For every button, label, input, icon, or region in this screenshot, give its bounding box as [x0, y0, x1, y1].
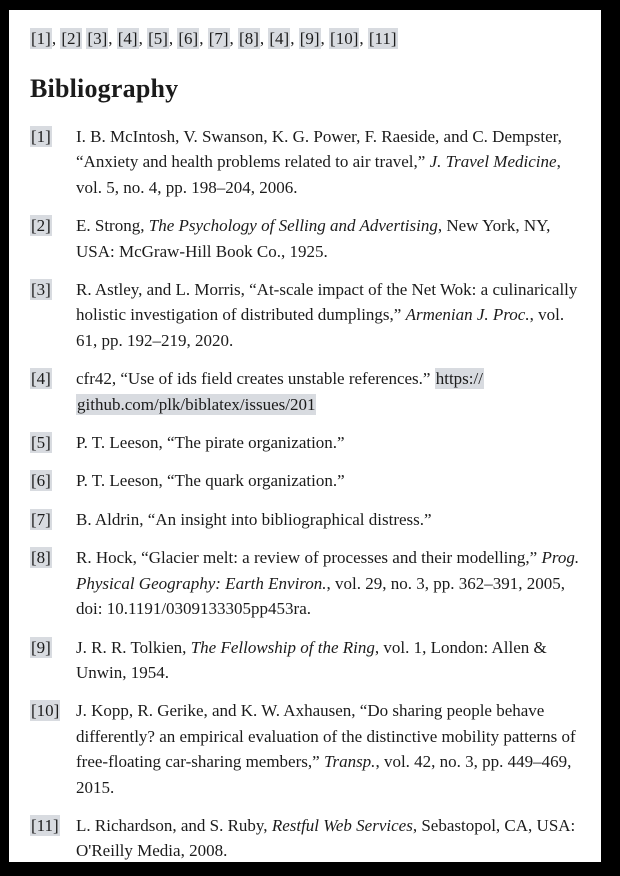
entry-text — [76, 698, 586, 800]
entry-label-cell — [30, 468, 76, 493]
citation-ref-link[interactable]: [7] — [208, 29, 229, 48]
bibliography-heading: Bibliography — [30, 74, 179, 103]
citation-ref-link[interactable]: [4] — [269, 29, 290, 48]
entry-number-link[interactable]: [3] — [31, 280, 51, 300]
entry-text-segment: B. Aldrin, “An insight into bibliographical distress.” — [76, 509, 432, 529]
entry-text-segment: cfr42, “Use of ids field creates unstable references.” — [76, 369, 435, 389]
entry-label-cell — [30, 813, 76, 838]
external-url-link[interactable]: https:// — [435, 369, 483, 389]
entry-text-segment: R. Astley, and L. Morris, “At-scale impact of the Net Wok: a culinarically holistic investigation of distributed dumplings,” — [76, 280, 578, 325]
entry-text-segment: P. T. Leeson, “The quark organization.” — [76, 471, 345, 491]
entry-text — [76, 366, 586, 417]
bibliography-entry — [30, 468, 586, 493]
document-page — [9, 10, 601, 862]
italic-work-title: J. Travel Medicine — [429, 152, 557, 172]
entry-text — [76, 813, 586, 864]
bibliography-list — [30, 124, 586, 864]
entry-number-link[interactable]: [7] — [31, 509, 51, 529]
bibliography-entry — [30, 635, 586, 686]
entry-text — [76, 277, 586, 353]
italic-work-title: Armenian J. Proc. — [405, 305, 530, 325]
entry-number-link[interactable]: [4] — [31, 369, 51, 389]
entry-number-link[interactable]: [9] — [31, 637, 51, 657]
bibliography-entry — [30, 213, 586, 264]
entry-text-segment: E. Strong, — [76, 216, 149, 236]
bibliography-entry — [30, 430, 586, 455]
entry-label-cell — [30, 545, 76, 570]
entry-text-segment: , vol. 61, pp. 192–219, 2020. — [76, 305, 565, 350]
entry-text — [76, 468, 586, 493]
citation-ref-link[interactable]: [9] — [299, 29, 320, 48]
entry-text-segment: J. R. R. Tolkien, — [76, 637, 191, 657]
entry-number-link[interactable]: [2] — [31, 216, 51, 236]
entry-label-cell — [30, 277, 76, 302]
entry-text — [76, 124, 586, 200]
entry-label-cell — [30, 698, 76, 723]
citation-ref-link[interactable]: [8] — [239, 29, 259, 48]
entry-text-segment: J. Kopp, R. Gerike, and K. W. Axhausen, “Do sharing people behave differently? an empirical evaluation of the distinctive mobility patterns of free-floating car-sharing members,” — [76, 701, 576, 772]
entry-label-cell — [30, 366, 76, 391]
entry-number-link[interactable]: [10] — [31, 701, 60, 721]
entry-number-link[interactable]: [1] — [31, 127, 51, 146]
entry-text-segment: R. Hock, “Glacier melt: a review of processes and their modelling,” — [76, 548, 542, 568]
bibliography-entry — [30, 366, 586, 417]
citation-ref-link[interactable]: [2] — [61, 29, 82, 48]
bibliography-entry — [30, 277, 586, 353]
entry-label-cell — [30, 635, 76, 660]
entry-text-segment: , vol. 42, no. 3, pp. 449–469, 2015. — [76, 752, 572, 797]
bibliography-entry — [30, 124, 586, 200]
entry-text-segment: , Sebastopol, CA, USA: O'Reilly Media, 2008. — [76, 815, 576, 861]
entry-number-link[interactable]: [5] — [31, 433, 51, 453]
bibliography-entry — [30, 545, 586, 621]
external-url-link[interactable]: github.com/plk/biblatex/issues/201 — [77, 394, 316, 414]
entry-text-segment: , New York, NY, USA: McGraw-Hill Book Co., 1925. — [76, 216, 551, 261]
entry-label-cell — [30, 124, 76, 149]
italic-work-title: Transp. — [323, 752, 376, 772]
entry-text-segment: I. B. McIntosh, V. Swanson, K. G. Power, F. Raeside, and C. Dempster, “Anxiety and health problems related to air travel,” — [76, 127, 562, 172]
entry-text-segment: , vol. 1, London: Allen & Unwin, 1954. — [76, 637, 547, 682]
entry-text-segment: , vol. 5, no. 4, pp. 198–204, 2006. — [76, 152, 561, 197]
entry-text — [76, 507, 586, 532]
citation-line: [1], [2] [3], [4], [5], [6], [7], [8], [4], [9], [10], [11] — [31, 29, 397, 48]
entry-text-segment: L. Richardson, and S. Ruby, — [76, 815, 272, 835]
entry-label-cell — [30, 213, 76, 238]
entry-text — [76, 545, 586, 621]
citation-ref-link[interactable]: [6] — [178, 29, 199, 48]
entry-number-link[interactable]: [11] — [31, 815, 59, 835]
italic-work-title: Prog. Physical Geography: Earth Environ. — [76, 548, 580, 593]
citation-ref-link[interactable]: [3] — [87, 29, 108, 48]
bibliography-entry — [30, 507, 586, 532]
entry-text — [76, 635, 586, 686]
citation-ref-link[interactable]: [1] — [31, 29, 51, 48]
italic-work-title: The Fellowship of the Ring — [190, 637, 375, 657]
entry-text-segment: P. T. Leeson, “The pirate organization.” — [76, 433, 345, 453]
entry-number-link[interactable]: [6] — [31, 471, 51, 491]
entry-text — [76, 213, 586, 264]
citation-ref-link[interactable]: [11] — [368, 29, 397, 48]
bibliography-entry — [30, 698, 586, 800]
entry-text — [76, 430, 586, 455]
entry-text-segment: , vol. 29, no. 3, pp. 362–391, 2005, doi: 10.1191/0309133305pp453ra. — [76, 573, 566, 619]
entry-label-cell — [30, 507, 76, 532]
entry-label-cell — [30, 430, 76, 455]
italic-work-title: The Psychology of Selling and Advertising — [148, 216, 438, 236]
entry-number-link[interactable]: [8] — [31, 548, 51, 568]
bibliography-entry — [30, 813, 586, 864]
citation-ref-link[interactable]: [10] — [330, 29, 359, 48]
italic-work-title: Restful Web Services — [271, 815, 413, 835]
citation-ref-link[interactable]: [5] — [148, 29, 168, 48]
citation-ref-link[interactable]: [4] — [117, 29, 138, 48]
